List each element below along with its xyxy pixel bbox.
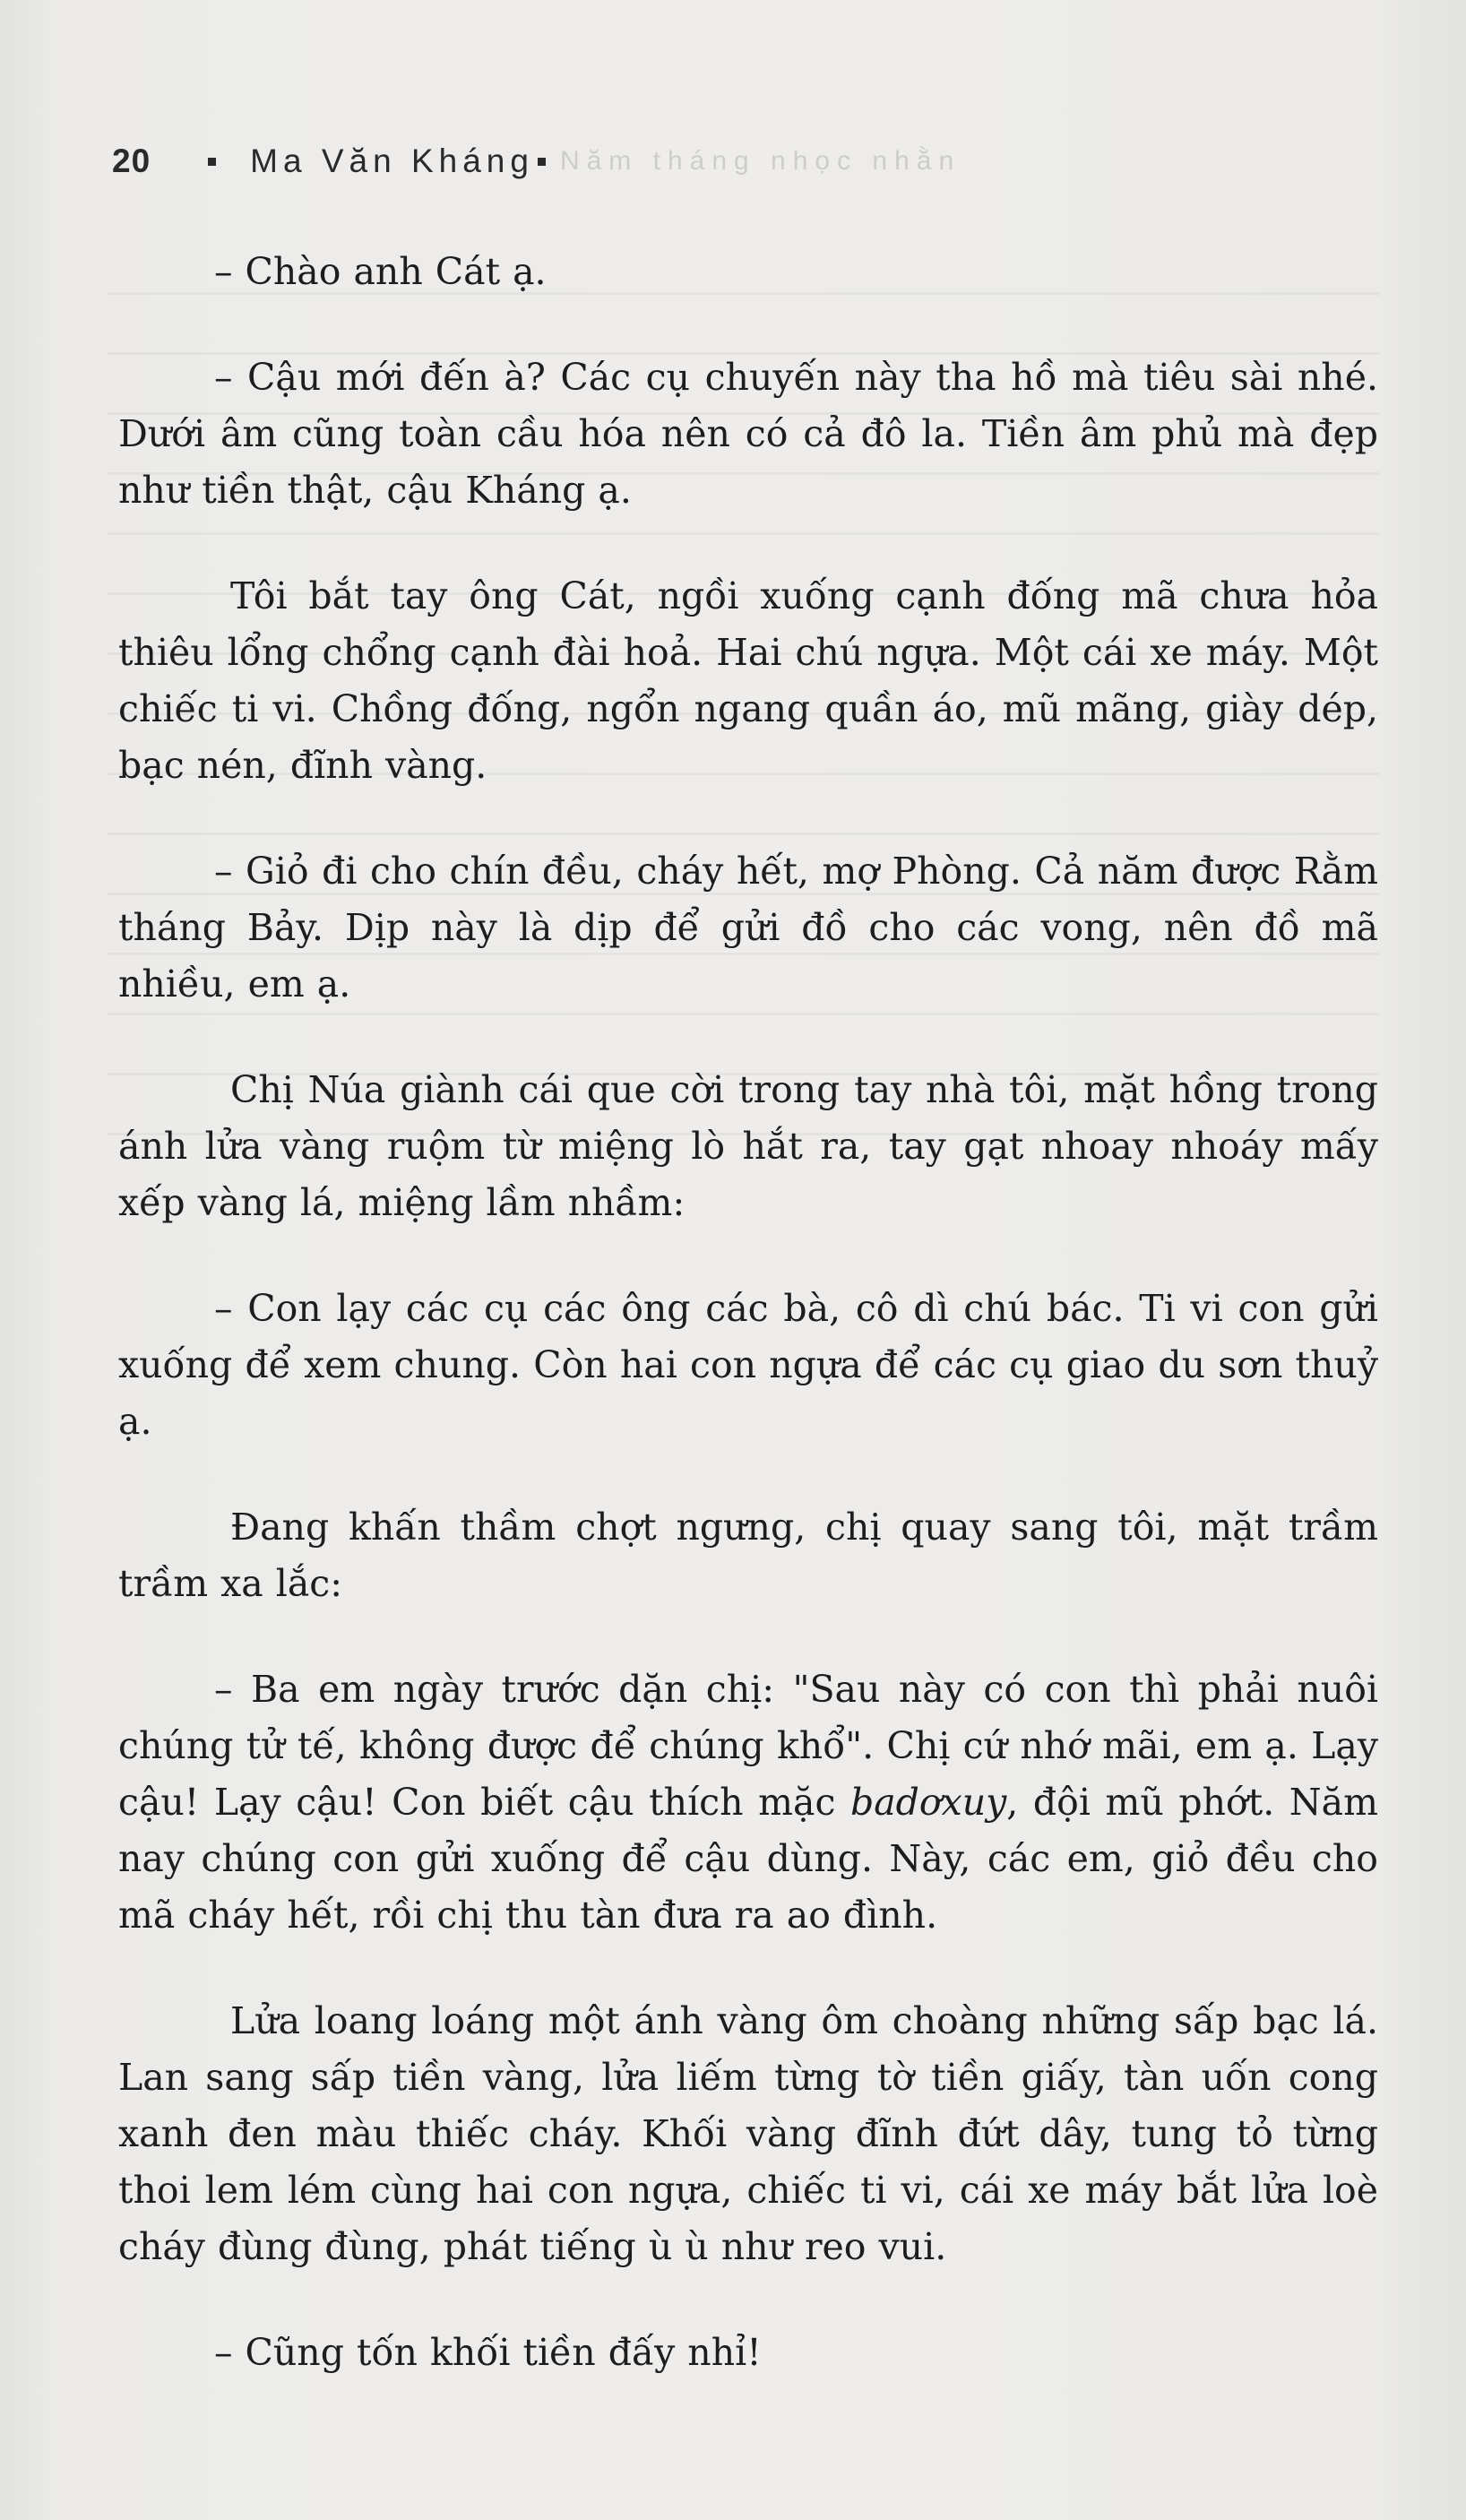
italic-word: badơxuy: [849, 1781, 1007, 1824]
paragraph: – Cũng tốn khối tiền đấy nhỉ!: [214, 2331, 762, 2374]
author-name: Ma Văn Kháng: [250, 142, 534, 179]
paragraph-text-before: – Ba em ngày trước dặn chị: "Sau này có con thì phải nuôi chúng tử tế, không được để chúng khổ". Chị cứ nhớ mãi, em ạ. Lạy cậu! Lạy cậu! Con biết cậu thích mặc: [118, 1668, 1378, 1824]
paragraph: – Chào anh Cát ạ.: [214, 250, 547, 293]
paragraph: Đang khấn thầm chợt ngưng, chị quay sang tôi, mặt trầm trầm xa lắc:: [118, 1506, 1378, 1605]
body-text: [118, 244, 1378, 2381]
header-separator: [208, 158, 216, 166]
paragraph: Tôi bắt tay ông Cát, ngồi xuống cạnh đống mã chưa hỏa thiêu lổng chổng cạnh đài hoả. Hai chú ngựa. Một cái xe máy. Một chiếc ti vi. Chồng đống, ngổn ngang quần áo, mũ mãng, giày dép, bạc nén, đĩnh vàng.: [118, 574, 1378, 787]
paragraph-text-after: , đội mũ phớt. Năm nay chúng con gửi xuống để cậu dùng. Này, các em, giỏ đều cho mã cháy hết, rồi chị thu tàn đưa ra ao đình.: [118, 1781, 1378, 1937]
paragraph-with-italic: [118, 1661, 1378, 1944]
paragraph: – Cậu mới đến à? Các cụ chuyến này tha hồ mà tiêu sài nhé. Dưới âm cũng toàn cầu hóa nên có cả đô la. Tiền âm phủ mà đẹp như tiền thật, cậu Kháng ạ.: [118, 356, 1378, 512]
header-separator-2: [538, 158, 546, 166]
page-number: 20: [112, 142, 151, 179]
paragraph: Lửa loang loáng một ánh vàng ôm choàng những sấp bạc lá. Lan sang sấp tiền vàng, lửa liếm từng tờ tiền giấy, tàn uốn cong xanh đen màu thiếc cháy. Khối vàng đĩnh đứt dây, tung tỏ từng thoi lem lém cùng hai con ngựa, chiếc ti vi, cái xe máy bắt lửa loè cháy đùng đùng, phát tiếng ù ù như reo vui.: [118, 1999, 1378, 2268]
paragraph: – Giỏ đi cho chín đều, cháy hết, mợ Phòng. Cả năm được Rằm tháng Bảy. Dịp này là dịp để gửi đồ cho các vong, nên đồ mã nhiều, em ạ.: [118, 850, 1378, 1005]
book-title-bleed: Năm tháng nhọc nhằn: [559, 146, 962, 176]
paragraph: – Con lạy các cụ các ông các bà, cô dì chú bác. Ti vi con gửi xuống để xem chung. Còn hai con ngựa để các cụ giao du sơn thuỷ ạ.: [118, 1287, 1378, 1443]
running-header: [112, 136, 961, 186]
paragraph: Chị Núa giành cái que cời trong tay nhà tôi, mặt hồng trong ánh lửa vàng ruộm từ miệng lò hắt ra, tay gạt nhoay nhoáy mấy xếp vàng lá, miệng lầm nhầm:: [118, 1068, 1378, 1224]
